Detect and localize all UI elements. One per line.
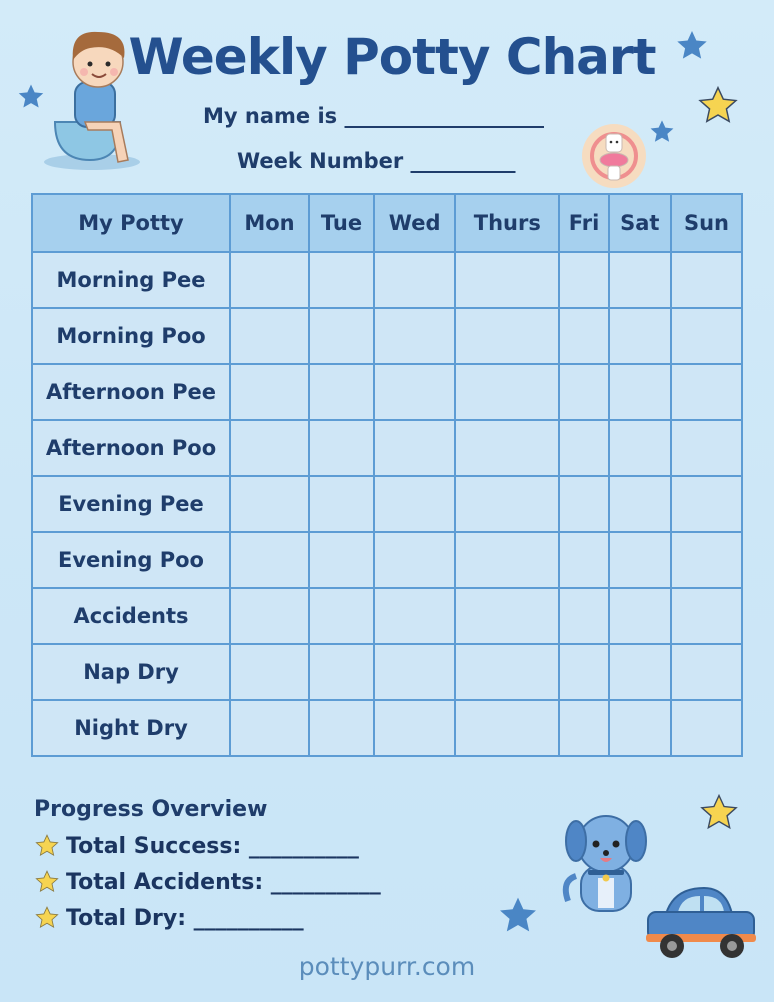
checkbox-cell[interactable] [455, 364, 559, 420]
checkbox-cell[interactable] [455, 420, 559, 476]
total-accidents-field[interactable]: Total Accidents: __________ [66, 869, 381, 895]
yellow-star-icon [34, 905, 60, 931]
checkbox-cell[interactable] [309, 364, 374, 420]
checkbox-cell[interactable] [671, 308, 742, 364]
checkbox-cell[interactable] [374, 364, 455, 420]
checkbox-cell[interactable] [374, 532, 455, 588]
checkbox-cell[interactable] [309, 644, 374, 700]
table-row [32, 420, 742, 476]
checkbox-cell[interactable] [559, 364, 608, 420]
checkbox-cell[interactable] [455, 644, 559, 700]
column-header-mon: Mon [230, 194, 309, 252]
car-illustration [644, 884, 758, 960]
yellow-star-icon [698, 792, 740, 834]
table-row [32, 532, 742, 588]
checkbox-cell[interactable] [309, 476, 374, 532]
checkbox-cell[interactable] [455, 476, 559, 532]
table-row [32, 588, 742, 644]
checkbox-cell[interactable] [559, 588, 608, 644]
progress-heading: Progress Overview [34, 797, 268, 822]
checkbox-cell[interactable] [374, 476, 455, 532]
column-header-thurs: Thurs [455, 194, 559, 252]
checkbox-cell[interactable] [230, 476, 309, 532]
checkbox-cell[interactable] [559, 532, 608, 588]
table-row [32, 364, 742, 420]
blue-star-icon [16, 82, 46, 112]
row-label: Morning Poo [32, 308, 230, 364]
checkbox-cell[interactable] [559, 252, 608, 308]
checkbox-cell[interactable] [309, 308, 374, 364]
checkbox-cell[interactable] [230, 532, 309, 588]
checkbox-cell[interactable] [609, 476, 671, 532]
column-header-fri: Fri [559, 194, 608, 252]
checkbox-cell[interactable] [230, 364, 309, 420]
column-header-sun: Sun [671, 194, 742, 252]
checkbox-cell[interactable] [609, 252, 671, 308]
table-row [32, 308, 742, 364]
checkbox-cell[interactable] [230, 420, 309, 476]
checkbox-cell[interactable] [559, 700, 608, 756]
checkbox-cell[interactable] [374, 700, 455, 756]
checkbox-cell[interactable] [671, 364, 742, 420]
row-label: Accidents [32, 588, 230, 644]
row-label: Afternoon Poo [32, 420, 230, 476]
progress-item [34, 864, 381, 900]
blue-star-icon [648, 118, 676, 146]
checkbox-cell[interactable] [230, 700, 309, 756]
checkbox-cell[interactable] [230, 252, 309, 308]
column-header-my-potty: My Potty [32, 194, 230, 252]
checkbox-cell[interactable] [559, 476, 608, 532]
checkbox-cell[interactable] [309, 420, 374, 476]
row-label: Evening Poo [32, 532, 230, 588]
checkbox-cell[interactable] [230, 308, 309, 364]
table-row [32, 700, 742, 756]
blue-star-icon [496, 894, 540, 938]
checkbox-cell[interactable] [609, 700, 671, 756]
checkbox-cell[interactable] [609, 308, 671, 364]
checkbox-cell[interactable] [455, 308, 559, 364]
toilet-badge-illustration [580, 122, 648, 190]
column-header-tue: Tue [309, 194, 374, 252]
week-number-field-line[interactable]: Week Number __________ [237, 149, 516, 173]
checkbox-cell[interactable] [671, 476, 742, 532]
table-row [32, 252, 742, 308]
checkbox-cell[interactable] [609, 420, 671, 476]
yellow-star-icon [34, 833, 60, 859]
yellow-star-icon [34, 869, 60, 895]
checkbox-cell[interactable] [671, 532, 742, 588]
total-success-field[interactable]: Total Success: __________ [66, 833, 359, 859]
row-label: Night Dry [32, 700, 230, 756]
page-title: Weekly Potty Chart [128, 28, 656, 86]
row-label: Nap Dry [32, 644, 230, 700]
checkbox-cell[interactable] [671, 700, 742, 756]
table-header-row [32, 194, 742, 252]
checkbox-cell[interactable] [455, 588, 559, 644]
progress-item [34, 900, 381, 936]
checkbox-cell[interactable] [455, 700, 559, 756]
progress-overview [34, 797, 381, 936]
checkbox-cell[interactable] [609, 364, 671, 420]
checkbox-cell[interactable] [559, 308, 608, 364]
row-label: Afternoon Pee [32, 364, 230, 420]
column-header-wed: Wed [374, 194, 455, 252]
potty-chart-table [31, 193, 743, 757]
checkbox-cell[interactable] [374, 644, 455, 700]
checkbox-cell[interactable] [609, 588, 671, 644]
puppy-illustration [556, 806, 656, 916]
row-label: Morning Pee [32, 252, 230, 308]
table-row [32, 476, 742, 532]
checkbox-cell[interactable] [309, 532, 374, 588]
checkbox-cell[interactable] [559, 644, 608, 700]
column-header-sat: Sat [609, 194, 671, 252]
checkbox-cell[interactable] [559, 420, 608, 476]
checkbox-cell[interactable] [374, 420, 455, 476]
name-field-line[interactable]: My name is ___________________ [203, 104, 544, 128]
checkbox-cell[interactable] [609, 532, 671, 588]
yellow-star-icon [696, 84, 740, 128]
checkbox-cell[interactable] [309, 252, 374, 308]
progress-item [34, 828, 381, 864]
checkbox-cell[interactable] [309, 700, 374, 756]
checkbox-cell[interactable] [374, 252, 455, 308]
total-dry-field[interactable]: Total Dry: __________ [66, 905, 304, 931]
checkbox-cell[interactable] [230, 644, 309, 700]
checkbox-cell[interactable] [671, 420, 742, 476]
checkbox-cell[interactable] [671, 588, 742, 644]
table-row [32, 644, 742, 700]
checkbox-cell[interactable] [309, 588, 374, 644]
checkbox-cell[interactable] [455, 252, 559, 308]
checkbox-cell[interactable] [374, 588, 455, 644]
checkbox-cell[interactable] [374, 308, 455, 364]
row-label: Evening Pee [32, 476, 230, 532]
checkbox-cell[interactable] [671, 252, 742, 308]
website-footer: pottypurr.com [298, 952, 476, 981]
checkbox-cell[interactable] [230, 588, 309, 644]
checkbox-cell[interactable] [455, 532, 559, 588]
checkbox-cell[interactable] [609, 644, 671, 700]
checkbox-cell[interactable] [671, 644, 742, 700]
